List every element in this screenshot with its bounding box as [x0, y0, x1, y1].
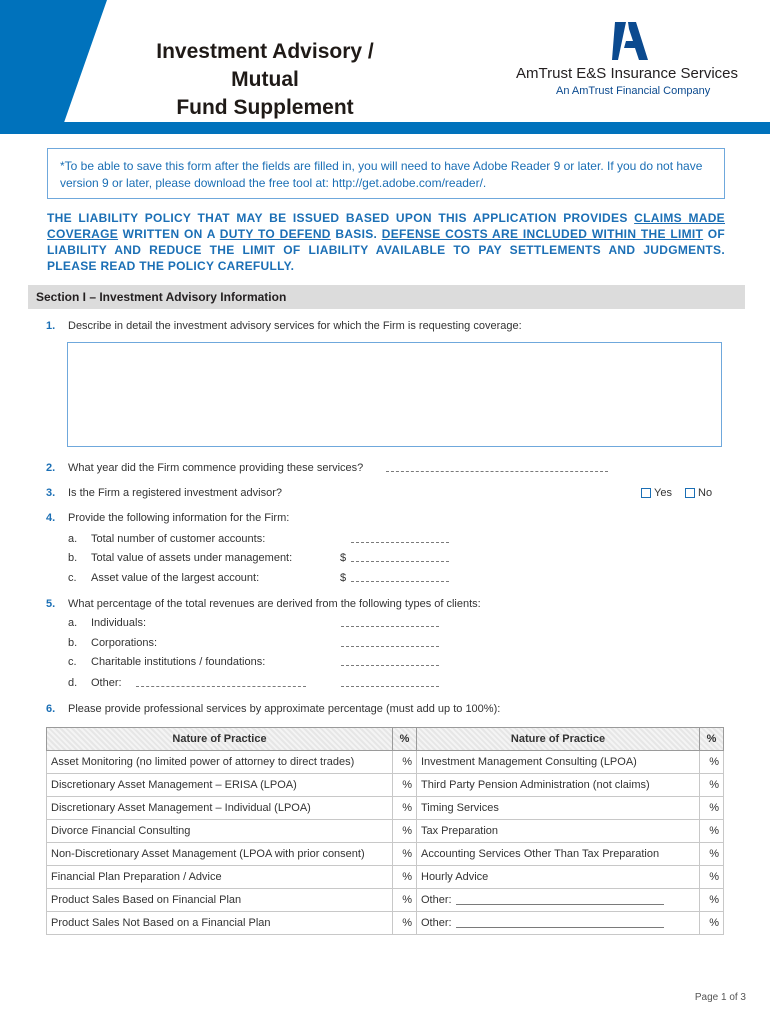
practice-percent-input[interactable]: % — [700, 889, 724, 912]
question-4-text: Provide the following information for the Firm: — [68, 512, 290, 524]
practice-percent-input[interactable]: % — [393, 843, 417, 866]
question-1-text: Describe in detail the investment advisory services for which the Firm is requesting coverage: — [68, 320, 522, 332]
adobe-notice: *To be able to save this form after the fields are filled in, you will need to have Adobe Reader 9 or later. If you do not have version 9 or later, please download the free tool at: http://get.adobe.com/reader/. — [47, 148, 725, 199]
practice-name-right — [417, 820, 700, 843]
dollar-sign: $ — [340, 552, 347, 564]
header-blue-bar — [0, 122, 770, 134]
col-percent: % — [393, 728, 417, 751]
practice-name-right-label: Other: — [421, 894, 452, 906]
practice-percent-input[interactable]: % — [700, 774, 724, 797]
warning-duty-to-defend: DUTY TO DEFEND — [219, 227, 331, 241]
practice-percent-input[interactable]: % — [393, 751, 417, 774]
table-row — [47, 751, 724, 774]
warning-text: WRITTEN ON A — [118, 227, 220, 241]
practice-name-right — [417, 774, 700, 797]
practice-percent-input[interactable]: % — [700, 866, 724, 889]
practice-name-left: Non-Discretionary Asset Management (LPOA with prior consent) — [47, 843, 393, 866]
largest-account-label: Asset value of the largest account: — [91, 572, 260, 584]
year-commenced-field[interactable] — [386, 471, 608, 472]
practice-name-right-label: Other: — [421, 917, 452, 929]
practice-percent-input[interactable]: % — [393, 820, 417, 843]
page-title-line1: Investment Advisory / Mutual — [156, 40, 374, 91]
warning-text: BASIS. — [330, 227, 382, 241]
corporations-label: Corporations: — [91, 637, 158, 649]
practice-percent-input[interactable]: % — [700, 820, 724, 843]
table-row — [47, 774, 724, 797]
warning-text: OF LIABILITY AND REDUCE THE LIMIT OF LIABILITY AVAILABLE TO PAY SETTLEMENTS AND JUDGMENTS. PLEASE READ THE POLICY CAREFULLY. — [47, 227, 725, 273]
practice-name-right-label: Investment Management Consulting (LPOA) — [421, 756, 637, 768]
warning-claims-made: CLAIMS MADE COVERAGE — [47, 211, 725, 241]
practice-percent-input[interactable]: % — [393, 774, 417, 797]
practice-name-left: Divorce Financial Consulting — [47, 820, 393, 843]
practice-name-right — [417, 751, 700, 774]
section-heading: Section I – Investment Advisory Information — [28, 285, 745, 309]
table-row — [47, 912, 724, 935]
other-label: Other: — [91, 677, 122, 689]
individuals-field[interactable] — [341, 626, 439, 627]
question-number: 2. — [46, 462, 56, 474]
table-row — [47, 866, 724, 889]
practice-percent-input[interactable]: % — [393, 866, 417, 889]
question-number: 5. — [46, 598, 56, 610]
individuals-label: Individuals: — [91, 617, 147, 629]
charitable-field[interactable] — [341, 665, 439, 666]
company-tagline: An AmTrust Financial Company — [556, 85, 711, 97]
practice-name-right-label: Timing Services — [421, 802, 499, 814]
assets-under-management-label: Total value of assets under management: — [91, 552, 293, 564]
corporations-field[interactable] — [341, 646, 439, 647]
page-title — [130, 38, 400, 122]
no-checkbox[interactable] — [685, 488, 695, 498]
question-number: 4. — [46, 512, 56, 524]
item-letter: d. — [68, 677, 78, 689]
yes-label: Yes — [654, 487, 672, 499]
question-3-text: Is the Firm a registered investment advisor? — [68, 487, 282, 499]
col-nature-of-practice: Nature of Practice — [47, 728, 393, 751]
largest-account-field[interactable] — [351, 581, 449, 582]
item-letter: b. — [68, 637, 78, 649]
other-practice-field[interactable] — [456, 918, 664, 928]
practice-name-left: Product Sales Not Based on a Financial Plan — [47, 912, 393, 935]
company-name: AmTrust E&S Insurance Services — [516, 65, 739, 82]
col-percent: % — [700, 728, 724, 751]
page-title-line2: Fund Supplement — [176, 96, 354, 119]
charitable-label: Charitable institutions / foundations: — [91, 656, 266, 668]
customer-accounts-label: Total number of customer accounts: — [91, 533, 266, 545]
question-number: 3. — [46, 487, 56, 499]
practice-percent-input[interactable]: % — [700, 912, 724, 935]
practice-name-left: Asset Monitoring (no limited power of attorney to direct trades) — [47, 751, 393, 774]
practice-percent-input[interactable]: % — [393, 797, 417, 820]
warning-text: THE LIABILITY POLICY THAT MAY BE ISSUED BASED UPON THIS APPLICATION PROVIDES — [47, 211, 635, 225]
header-blue-wedge — [0, 0, 120, 134]
customer-accounts-field[interactable] — [351, 542, 449, 543]
practice-name-left: Discretionary Asset Management – Individual (LPOA) — [47, 797, 393, 820]
practice-percent-input[interactable]: % — [393, 889, 417, 912]
practice-name-right — [417, 912, 700, 935]
practice-name-right — [417, 843, 700, 866]
table-row — [47, 843, 724, 866]
table-row — [47, 820, 724, 843]
table-row — [47, 797, 724, 820]
question-5-text: What percentage of the total revenues are derived from the following types of clients: — [68, 598, 481, 610]
other-percent-field[interactable] — [341, 686, 439, 687]
practice-name-right — [417, 866, 700, 889]
item-letter: c. — [68, 572, 77, 584]
item-letter: b. — [68, 552, 78, 564]
warning-defense-costs: DEFENSE COSTS ARE INCLUDED WITHIN THE LIMIT — [381, 227, 704, 241]
other-practice-field[interactable] — [456, 895, 664, 905]
practice-name-right-label: Accounting Services Other Than Tax Preparation — [421, 848, 660, 860]
practice-table — [46, 727, 724, 935]
question-number: 6. — [46, 703, 56, 715]
practice-percent-input[interactable]: % — [393, 912, 417, 935]
other-type-field[interactable] — [136, 686, 306, 687]
item-letter: c. — [68, 656, 77, 668]
practice-name-left: Financial Plan Preparation / Advice — [47, 866, 393, 889]
question-6-text: Please provide professional services by approximate percentage (must add up to 100%): — [68, 703, 501, 715]
practice-name-right — [417, 797, 700, 820]
no-label: No — [698, 487, 713, 499]
practice-percent-input[interactable]: % — [700, 751, 724, 774]
practice-name-right-label: Tax Preparation — [421, 825, 499, 837]
item-letter: a. — [68, 533, 78, 545]
dollar-sign: $ — [340, 572, 347, 584]
col-nature-of-practice: Nature of Practice — [417, 728, 700, 751]
question-number: 1. — [46, 320, 56, 332]
services-description-textarea[interactable] — [67, 342, 722, 447]
practice-percent-input[interactable]: % — [700, 797, 724, 820]
liability-warning — [47, 210, 725, 274]
practice-name-right-label: Third Party Pension Administration (not claims) — [421, 779, 650, 791]
table-row — [47, 889, 724, 912]
practice-name-right-label: Hourly Advice — [421, 871, 489, 883]
practice-percent-input[interactable]: % — [700, 843, 724, 866]
assets-under-management-field[interactable] — [351, 561, 449, 562]
table-header-row — [47, 728, 724, 751]
amtrust-logo-icon — [612, 22, 648, 60]
practice-name-left: Discretionary Asset Management – ERISA (LPOA) — [47, 774, 393, 797]
practice-name-right — [417, 889, 700, 912]
question-2-text: What year did the Firm commence providing these services? — [68, 462, 364, 474]
item-letter: a. — [68, 617, 78, 629]
page-header — [0, 0, 770, 134]
page-number: Page 1 of 3 — [694, 992, 746, 1003]
practice-name-left: Product Sales Based on Financial Plan — [47, 889, 393, 912]
yes-checkbox[interactable] — [641, 488, 651, 498]
